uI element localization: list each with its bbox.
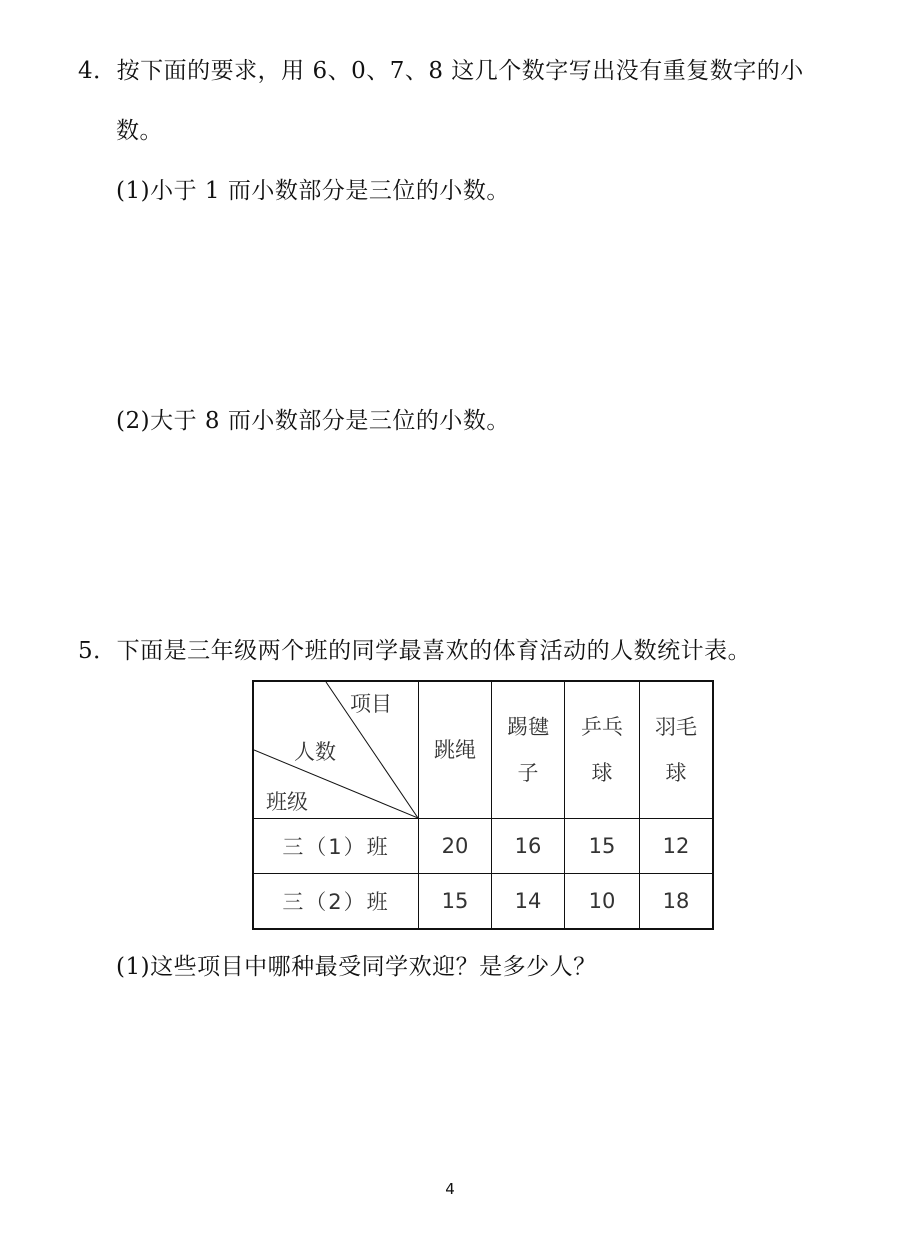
question-5-part-1: (1)这些项目中哪种最受同学欢迎？是多少人？: [116, 954, 597, 980]
table-cell: 15: [565, 819, 640, 874]
table-cell: 16: [492, 819, 565, 874]
table-row: [253, 874, 713, 930]
table-corner-cell: [253, 681, 419, 819]
table-header-row: [253, 681, 713, 819]
table-cell: 18: [640, 874, 714, 930]
table-row: [253, 819, 713, 874]
question-4-part-2: (2)大于 8 而小数部分是三位的小数。: [116, 408, 510, 434]
table-cell: 10: [565, 874, 640, 930]
question-4-part-1: (1)小于 1 而小数部分是三位的小数。: [116, 178, 510, 204]
row-label: 三（2）班: [253, 874, 419, 930]
table-cell: 12: [640, 819, 714, 874]
header-jump-rope: 跳绳: [419, 681, 492, 819]
header-table-tennis: 乒乓 球: [565, 681, 640, 819]
table-cell: 14: [492, 874, 565, 930]
question-4-text: 4．按下面的要求，用 6、0、7、8 这几个数字写出没有重复数字的小: [78, 58, 804, 84]
page-number: 4: [445, 1180, 455, 1198]
corner-label-class: 班级: [266, 790, 308, 814]
table-cell: 20: [419, 819, 492, 874]
corner-label-project: 项目: [350, 692, 392, 716]
table-cell: 15: [419, 874, 492, 930]
sports-stats-table: [252, 680, 714, 930]
corner-label-count: 人数: [294, 740, 336, 764]
question-4-text-continued: 数。: [116, 118, 163, 144]
question-5-text: 5．下面是三年级两个班的同学最喜欢的体育活动的人数统计表。: [78, 638, 752, 664]
row-label: 三（1）班: [253, 819, 419, 874]
header-shuttlecock: 踢毽 子: [492, 681, 565, 819]
header-badminton: 羽毛 球: [640, 681, 714, 819]
